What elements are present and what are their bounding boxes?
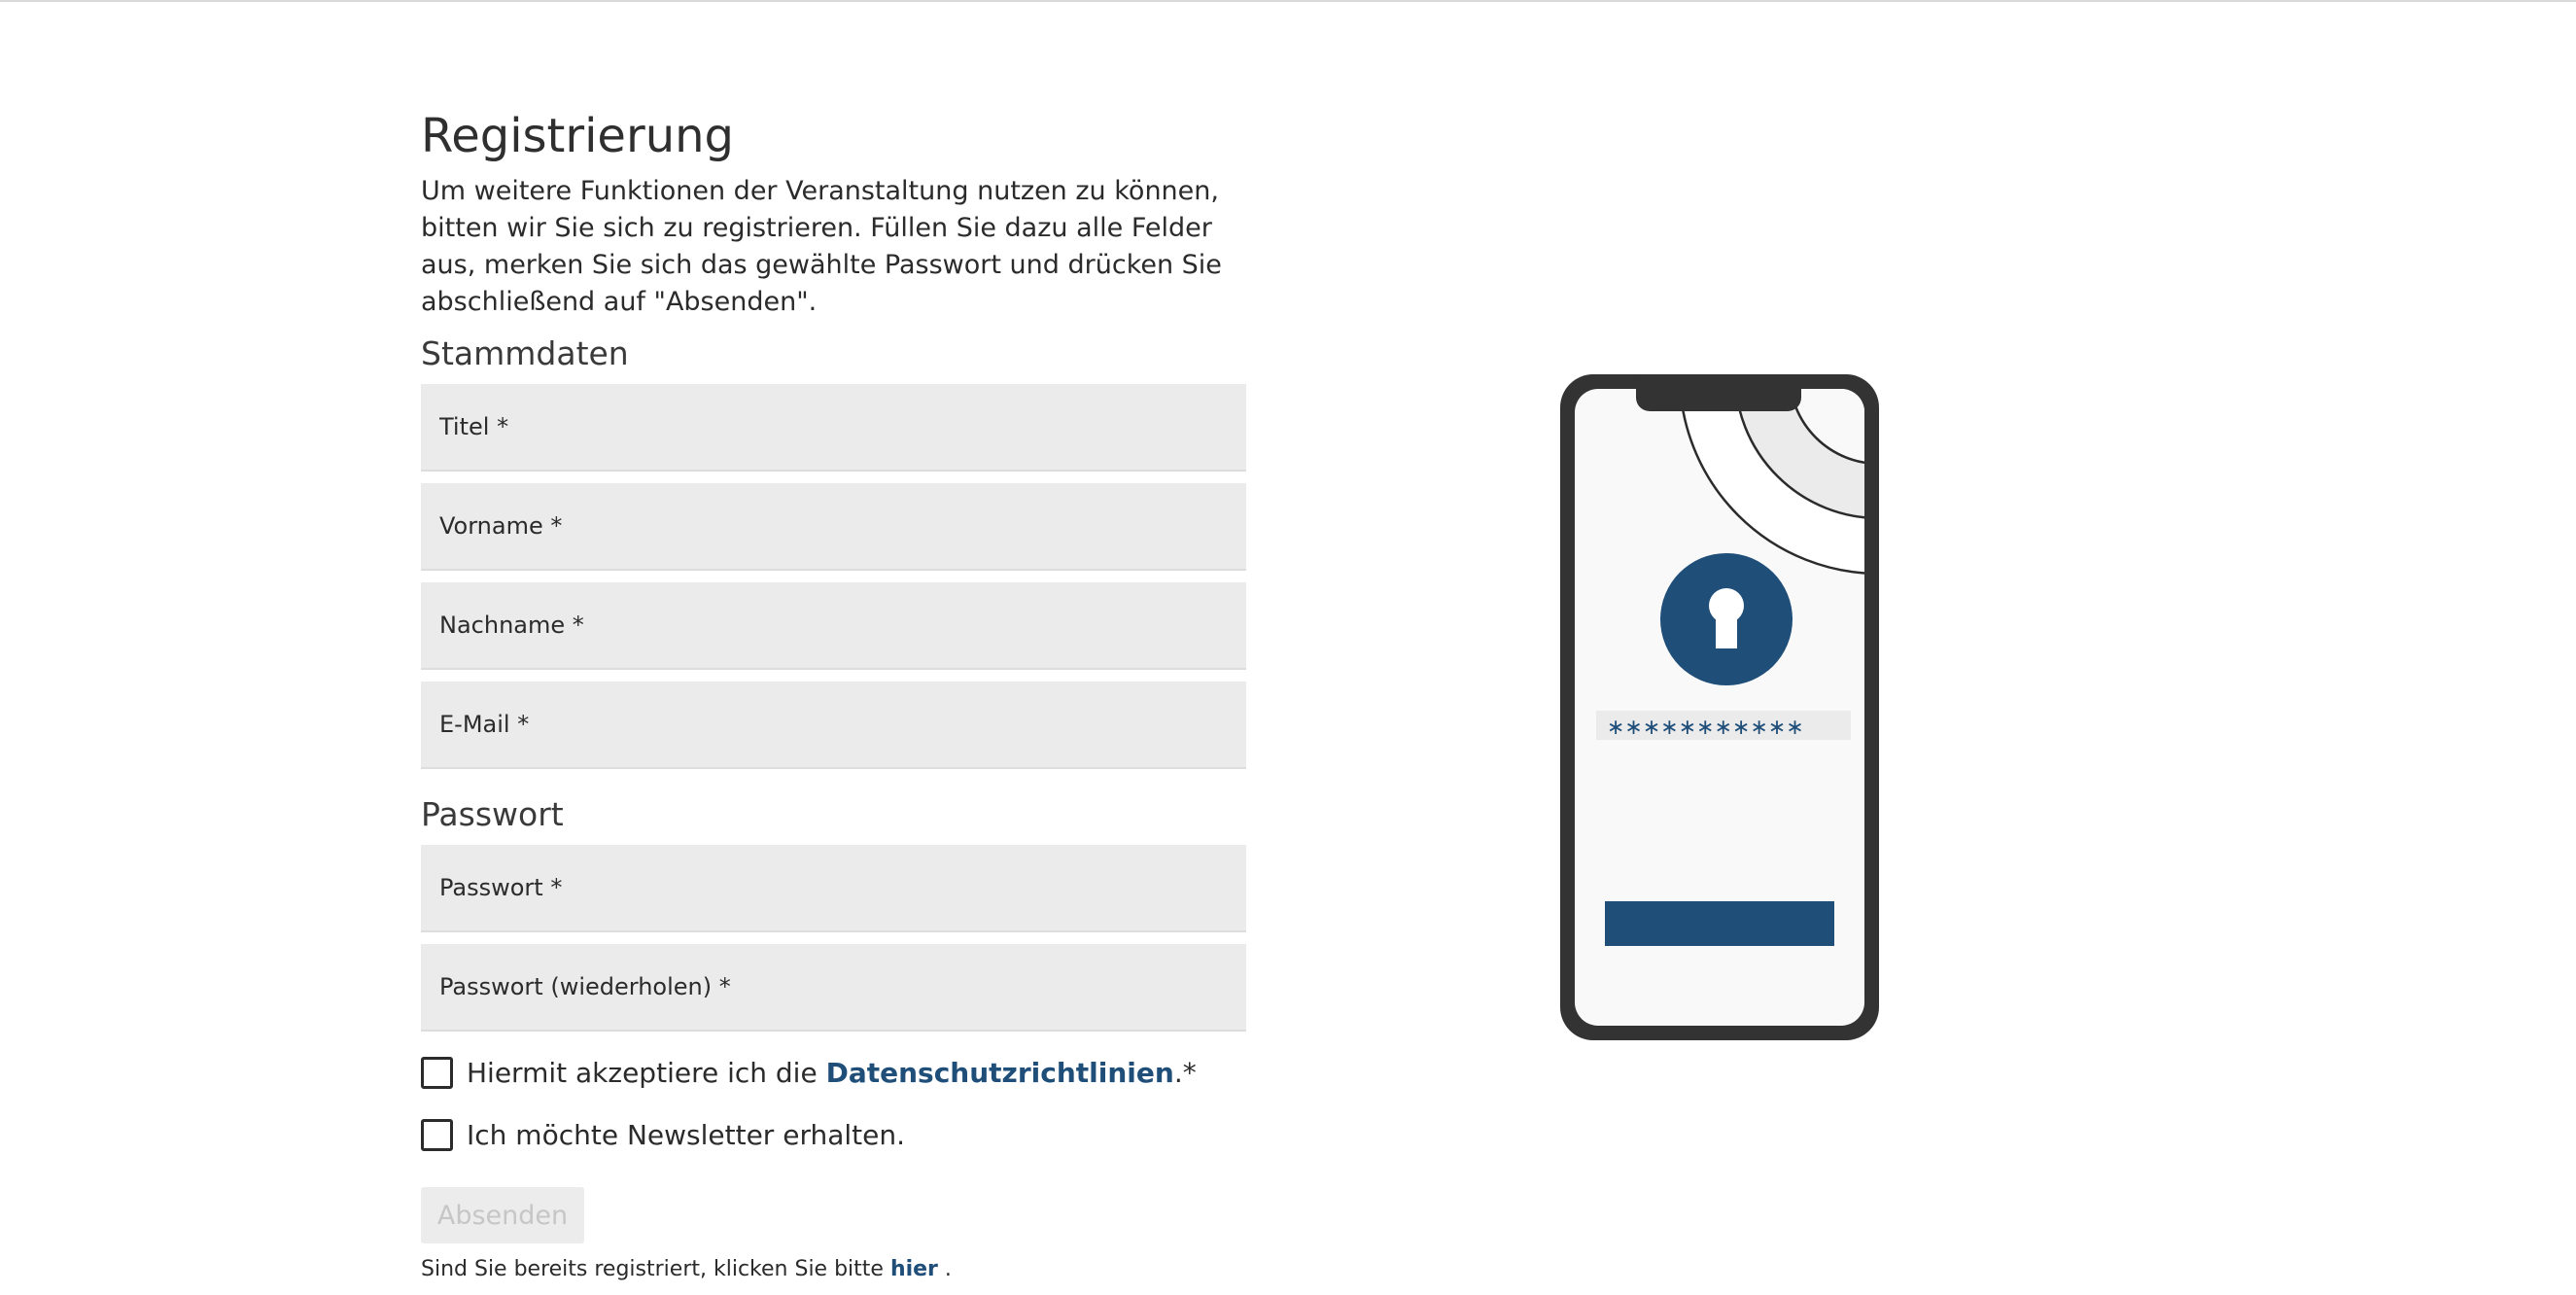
- login-hint-suffix: .: [937, 1257, 952, 1281]
- masked-password-text: ∗∗∗∗∗∗∗∗∗∗∗: [1607, 716, 1804, 740]
- top-divider: [0, 0, 2576, 2]
- password-input[interactable]: [421, 845, 1246, 932]
- registration-form: [421, 97, 1246, 1281]
- email-input[interactable]: [421, 682, 1246, 769]
- intro-text: Um weitere Funktionen der Veranstaltung nutzen zu können, bitten wir Sie sich zu registrieren. Füllen Sie dazu alle Felder aus, merken Sie sich das gewählte Passwort und drücken Sie abschließend auf "Absenden".: [421, 176, 1222, 317]
- password-repeat-input[interactable]: [421, 944, 1246, 1032]
- login-link[interactable]: hier: [889, 1257, 938, 1281]
- button-illustration: [1605, 901, 1834, 946]
- keyhole-lock-icon: [1660, 553, 1793, 685]
- title-input[interactable]: [421, 384, 1246, 472]
- newsletter-checkbox[interactable]: [421, 1119, 453, 1151]
- privacy-policy-link[interactable]: Datenschutzrichtlinien: [825, 1056, 1174, 1089]
- login-hint-prefix: Sind Sie bereits registriert, klicken Sie bitte: [421, 1257, 890, 1281]
- section-title-stammdaten: Stammdaten: [421, 334, 629, 372]
- privacy-checkbox[interactable]: [421, 1057, 453, 1089]
- newsletter-row: [421, 1115, 1246, 1154]
- privacy-label-suffix: .*: [1173, 1056, 1197, 1089]
- newsletter-label: Ich möchte Newsletter erhalten.: [467, 1118, 905, 1151]
- privacy-consent-row: [421, 1053, 1246, 1092]
- phone-notch: [1636, 374, 1801, 411]
- login-hint: [421, 1257, 1246, 1281]
- firstname-input[interactable]: [421, 483, 1246, 571]
- submit-button[interactable]: Absenden: [421, 1187, 584, 1243]
- section-title-passwort: Passwort: [421, 795, 564, 833]
- privacy-label-prefix: Hiermit akzeptiere ich die: [467, 1056, 826, 1089]
- lastname-input[interactable]: [421, 582, 1246, 670]
- page-title: Registrierung: [421, 109, 735, 163]
- phone-illustration: [1560, 374, 1879, 1040]
